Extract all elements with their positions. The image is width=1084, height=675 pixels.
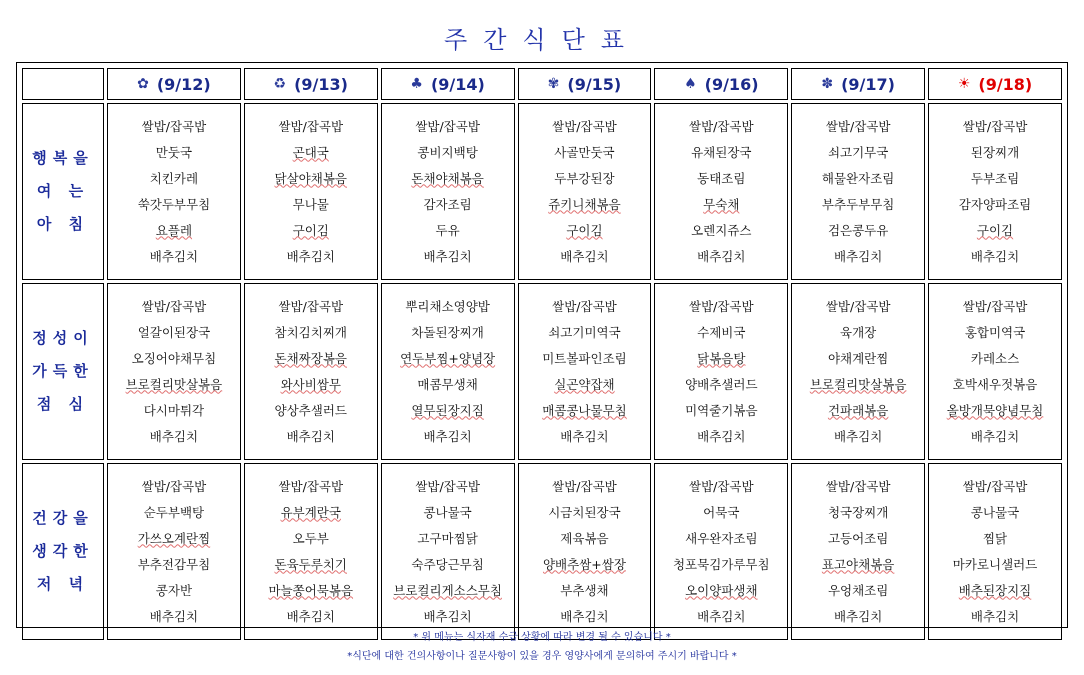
menu-item: 감자조림 — [423, 196, 472, 212]
menu-item: 쌀밥/잡곡밥 — [141, 298, 207, 314]
menu-item: 돈육두루치기 — [274, 556, 347, 572]
menu-item: 배추김치 — [149, 608, 199, 624]
menu-item: 고등어조림 — [827, 530, 889, 546]
menu-item: 배추김치 — [286, 608, 335, 624]
menu-item: 된장찌개 — [970, 144, 1020, 160]
sun-icon: ☀ — [957, 76, 971, 92]
menu-item: 와사비쌈무 — [280, 376, 341, 392]
menu-cell — [381, 103, 515, 280]
menu-item: 콩나물국 — [970, 504, 1020, 520]
menu-cell — [107, 283, 241, 460]
menu-item: 배추김치 — [423, 248, 472, 264]
menu-item: 사골만둣국 — [554, 144, 615, 160]
menu-item: 올방개묵양념무침 — [946, 402, 1044, 418]
menu-item: 구이김 — [566, 222, 603, 238]
menu-item: 해물완자조림 — [821, 170, 895, 186]
meal-name-line: 점 심 — [36, 395, 90, 413]
menu-item: 콩나물국 — [423, 504, 472, 520]
menu-item: 쌀밥/잡곡밥 — [962, 478, 1028, 494]
menu-item: 쌀밥/잡곡밥 — [552, 118, 617, 134]
menu-cell — [791, 463, 925, 640]
menu-item: 쌀밥/잡곡밥 — [278, 118, 344, 134]
menu-item: 배추김치 — [423, 428, 472, 444]
menu-item: 오이양파생채 — [685, 582, 758, 598]
menu-item: 새우완자조림 — [685, 530, 758, 546]
menu-item: 오징어야채무침 — [131, 350, 217, 366]
menu-item: 콩자반 — [155, 582, 193, 598]
note-line: * 위 메뉴는 식자재 수급 상황에 따라 변경 될 수 있습니다 * — [413, 632, 671, 643]
menu-item: 연두부찜+양념장 — [400, 350, 496, 366]
menu-item: 미트볼파인조림 — [542, 350, 627, 366]
menu-cell — [518, 103, 652, 280]
menu-item: 쥬키니채볶음 — [548, 196, 621, 212]
menu-item: 쌀밥/잡곡밥 — [689, 298, 754, 314]
day-header — [381, 68, 515, 100]
menu-item: 열무된장지짐 — [411, 402, 484, 418]
menu-item: 브로컬리맛살볶음 — [809, 376, 907, 392]
menu-item: 쌀밥/잡곡밥 — [278, 298, 344, 314]
menu-item: 배추김치 — [286, 248, 335, 264]
menu-item: 쌀밥/잡곡밥 — [278, 478, 344, 494]
menu-item: 차돌된장찌개 — [411, 324, 484, 340]
menu-cell — [107, 463, 241, 640]
meal-name-line: 정성이 — [32, 329, 94, 347]
menu-cell — [654, 283, 788, 460]
menu-cell — [244, 103, 378, 280]
menu-item: 배추김치 — [833, 608, 883, 624]
menu-cell — [518, 283, 652, 460]
menu-cell — [791, 103, 925, 280]
day-header — [928, 68, 1062, 100]
menu-item: 쌀밥/잡곡밥 — [415, 118, 480, 134]
menu-item: 쌀밥/잡곡밥 — [962, 118, 1028, 134]
menu-item: 쇠고기미역국 — [548, 324, 621, 340]
meal-name-cell — [22, 283, 104, 460]
menu-item: 다시마튀각 — [143, 402, 205, 418]
menu-cell — [791, 283, 925, 460]
weekly-menu-table — [19, 65, 1065, 643]
menu-item: 무나물 — [292, 196, 329, 212]
menu-item: 오두부 — [292, 530, 329, 546]
menu-item: 동태조림 — [697, 170, 746, 186]
menu-item: 배추김치 — [149, 248, 199, 264]
menu-item: 쌀밥/잡곡밥 — [825, 478, 891, 494]
menu-item: 닭볶음탕 — [697, 350, 746, 366]
flower-icon: ✿ — [137, 76, 149, 92]
blossom-icon: ✾ — [547, 76, 560, 92]
menu-item: 치킨카레 — [149, 170, 199, 186]
meal-name-line: 여 는 — [36, 182, 90, 200]
menu-item: 수제비국 — [697, 324, 746, 340]
menu-cell — [654, 103, 788, 280]
menu-cell — [381, 463, 515, 640]
menu-item: 쌀밥/잡곡밥 — [825, 298, 891, 314]
menu-item: 쑥갓두부무침 — [137, 196, 211, 212]
day-date: (9/13) — [294, 74, 348, 94]
menu-item: 구이김 — [976, 222, 1014, 238]
day-date: (9/18) — [978, 74, 1033, 94]
menu-item: 유부계란국 — [280, 504, 341, 520]
clover-icon: ♣ — [410, 76, 423, 92]
spade-icon: ♠ — [684, 76, 697, 92]
meal-name-line: 가득한 — [32, 362, 94, 380]
day-header — [107, 68, 241, 100]
meal-name-line: 생각한 — [32, 542, 94, 560]
menu-item: 실곤약잡채 — [554, 376, 615, 392]
day-date: (9/17) — [841, 74, 895, 94]
day-date: (9/14) — [430, 74, 485, 94]
menu-item: 배추김치 — [697, 248, 746, 264]
menu-item: 두유 — [435, 222, 460, 238]
menu-item: 무숙채 — [703, 196, 740, 212]
menu-item: 제육볶음 — [560, 530, 609, 546]
meal-name-line: 행복을 — [32, 149, 94, 167]
menu-item: 어묵국 — [703, 504, 740, 520]
menu-item: 브로컬리게소스무침 — [393, 582, 502, 598]
menu-item: 청국장찌개 — [827, 504, 889, 520]
menu-item: 오렌지쥬스 — [691, 222, 752, 238]
menu-item: 곤대국 — [292, 144, 329, 160]
menu-item: 배추김치 — [970, 608, 1020, 624]
menu-item: 숙주당근무침 — [411, 556, 484, 572]
menu-item: 배추김치 — [970, 248, 1020, 264]
menu-item: 육개장 — [840, 324, 877, 340]
menu-item: 닭살야채볶음 — [274, 170, 347, 186]
menu-item: 시금치된장국 — [548, 504, 621, 520]
day-date: (9/12) — [156, 74, 211, 94]
day-date: (9/16) — [704, 74, 759, 94]
day-header — [244, 68, 378, 100]
menu-item: 만둣국 — [155, 144, 193, 160]
day-header — [791, 68, 925, 100]
menu-item: 감자양파조림 — [958, 196, 1032, 212]
menu-item: 돈채짜장볶음 — [274, 350, 347, 366]
menu-item: 청포묵김가루무침 — [672, 556, 770, 572]
menu-item: 배추김치 — [560, 428, 609, 444]
menu-cell — [244, 463, 378, 640]
menu-item: 쌀밥/잡곡밥 — [141, 118, 207, 134]
menu-item: 배추김치 — [286, 428, 335, 444]
day-date: (9/15) — [567, 74, 622, 94]
menu-item: 쇠고기무국 — [827, 144, 889, 160]
meal-name-cell — [22, 463, 104, 640]
menu-cell — [928, 283, 1062, 460]
meal-name-line: 건강을 — [32, 509, 94, 527]
meal-name-cell — [22, 103, 104, 280]
menu-item: 미역줄기볶음 — [685, 402, 758, 418]
menu-item: 카레소스 — [970, 350, 1020, 366]
menu-item: 호박새우젓볶음 — [952, 376, 1038, 392]
day-header — [654, 68, 788, 100]
menu-cell — [381, 283, 515, 460]
menu-item: 양배추쌈+쌈장 — [542, 556, 626, 572]
menu-item: 배추김치 — [697, 608, 746, 624]
menu-item: 배추김치 — [423, 608, 472, 624]
corner-cell — [22, 68, 104, 100]
meal-name-line: 저 녁 — [36, 575, 90, 593]
menu-item: 배추김치 — [697, 428, 746, 444]
menu-item: 배추김치 — [560, 608, 609, 624]
menu-cell — [107, 103, 241, 280]
recycle-icon: ♻ — [273, 76, 287, 92]
menu-item: 브로컬리맛살볶음 — [125, 376, 223, 392]
meal-row — [22, 463, 1062, 640]
menu-item: 순두부백탕 — [143, 504, 205, 520]
menu-cell — [244, 283, 378, 460]
menu-item: 양상추샐러드 — [274, 402, 347, 418]
menu-item: 배추김치 — [149, 428, 199, 444]
menu-item: 콩비지백탕 — [417, 144, 478, 160]
menu-item: 가쓰오계란찜 — [137, 530, 211, 546]
menu-item: 배추김치 — [833, 248, 883, 264]
meal-name-line: 아 침 — [36, 215, 90, 233]
menu-item: 고구마찜닭 — [417, 530, 478, 546]
menu-item: 마늘쫑어묵볶음 — [268, 582, 354, 598]
menu-item: 쌀밥/잡곡밥 — [141, 478, 207, 494]
menu-cell — [928, 463, 1062, 640]
menu-cell — [518, 463, 652, 640]
menu-item: 뿌리채소영양밥 — [405, 298, 490, 314]
menu-item: 배추김치 — [833, 428, 883, 444]
menu-item: 쌀밥/잡곡밥 — [962, 298, 1028, 314]
menu-item: 두부강된장 — [554, 170, 615, 186]
menu-item: 부추생채 — [560, 582, 609, 598]
menu-item: 얼갈이된장국 — [137, 324, 211, 340]
menu-item: 양배추샐러드 — [685, 376, 758, 392]
note-line: *식단에 대한 건의사항이나 질문사항이 있을 경우 영양사에게 문의하여 주시기 바랍니다 * — [347, 651, 737, 662]
menu-item: 우엉채조림 — [827, 582, 889, 598]
menu-item: 쌀밥/잡곡밥 — [415, 478, 480, 494]
menu-cell — [928, 103, 1062, 280]
menu-item: 표고야채볶음 — [821, 556, 895, 572]
menu-item: 배추김치 — [560, 248, 609, 264]
menu-item: 돈채야채볶음 — [411, 170, 484, 186]
notes — [0, 626, 1084, 664]
menu-item: 검은콩두유 — [827, 222, 889, 238]
menu-item: 매콤무생채 — [417, 376, 478, 392]
day-header — [518, 68, 652, 100]
menu-item: 요플레 — [155, 222, 193, 238]
menu-item: 매콤콩나물무침 — [542, 402, 627, 418]
menu-item: 부추두부무침 — [821, 196, 895, 212]
menu-item: 쌀밥/잡곡밥 — [689, 118, 754, 134]
menu-item: 쌀밥/잡곡밥 — [552, 298, 617, 314]
menu-item: 배추김치 — [970, 428, 1020, 444]
menu-item: 마카로니샐러드 — [952, 556, 1038, 572]
menu-item: 쌀밥/잡곡밥 — [825, 118, 891, 134]
menu-item: 두부조림 — [970, 170, 1020, 186]
page-title: 주간식단표 — [444, 26, 640, 54]
meal-row — [22, 103, 1062, 280]
menu-item: 쌀밥/잡곡밥 — [689, 478, 754, 494]
menu-item: 부추전감무침 — [137, 556, 211, 572]
menu-item: 유채된장국 — [691, 144, 752, 160]
menu-item: 찜닭 — [982, 530, 1008, 546]
menu-item: 건파래볶음 — [827, 402, 889, 418]
meal-row — [22, 283, 1062, 460]
menu-item: 구이김 — [292, 222, 329, 238]
menu-item: 참치김치찌개 — [274, 324, 347, 340]
menu-item: 배추된장지짐 — [958, 582, 1032, 598]
menu-item: 홍합미역국 — [964, 324, 1026, 340]
star-flower-icon: ✽ — [821, 76, 834, 92]
menu-cell — [654, 463, 788, 640]
menu-item: 야채계란찜 — [827, 350, 889, 366]
menu-item: 쌀밥/잡곡밥 — [552, 478, 617, 494]
